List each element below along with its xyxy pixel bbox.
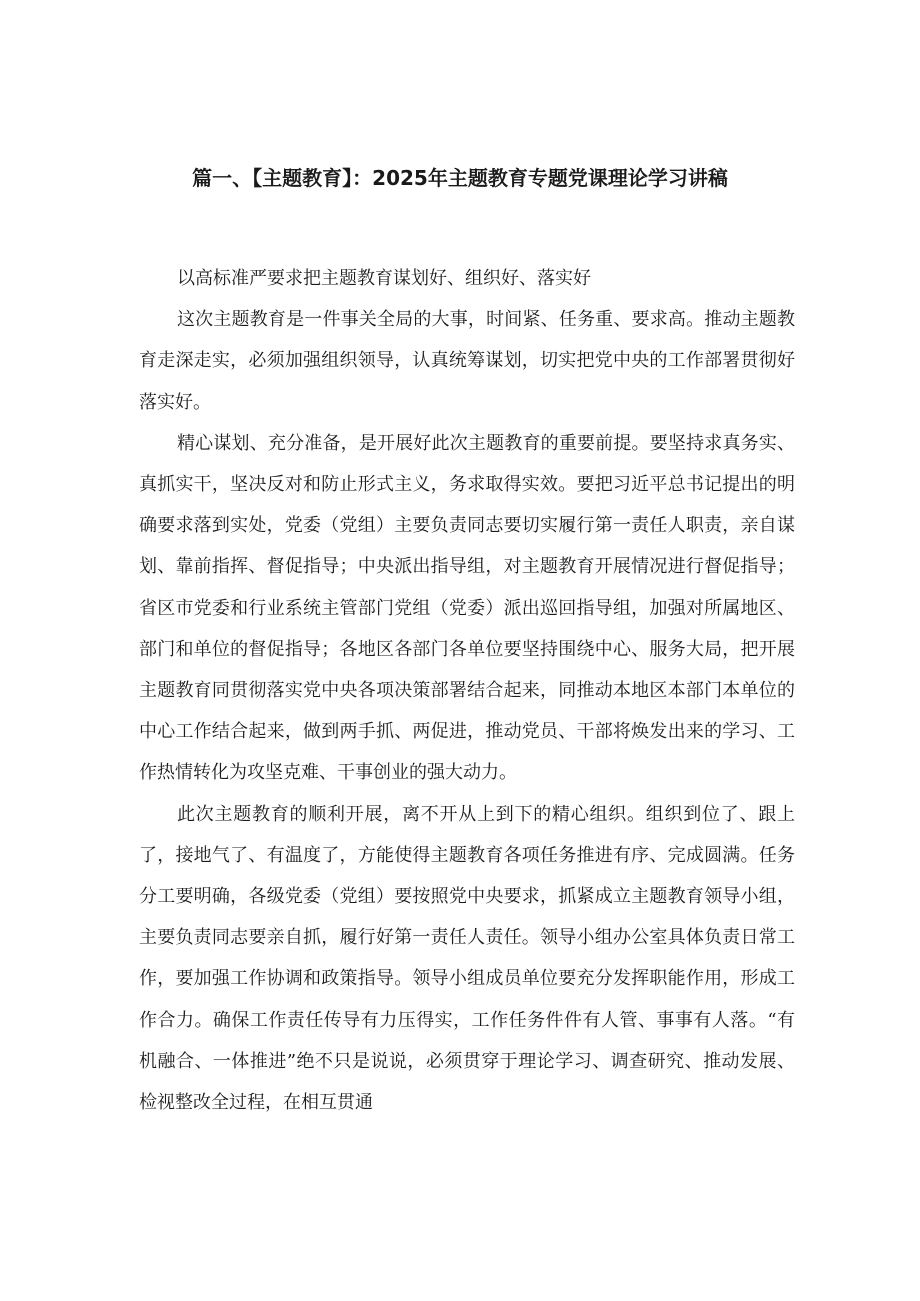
document-body bbox=[139, 258, 795, 1123]
subtitle-paragraph: 以高标准严要求把主题教育谋划好、组织好、落实好 bbox=[177, 268, 591, 289]
document-title: 篇一、【主题教育】：2025年主题教育专题党课理论学习讲稿 bbox=[192, 166, 728, 190]
body-paragraph: 这次主题教育是一件事关全局的大事，时间紧、任务重、要求高。推动主题教育走深走实，必须加强组织领导，认真统筹谋划，切实把党中央的工作部署贯彻好落实好。 bbox=[139, 309, 795, 413]
body-paragraph: 此次主题教育的顺利开展，离不开从上到下的精心组织。组织到位了、跟上了，接地气了、有温度了，方能使得主题教育各项任务推进有序、完成圆满。任务分工要明确，各级党委（党组）要按照党中央要求，抓紧成立主题教育领导小组，主要负责同志要亲自抓，履行好第一责任人责任。领导小组办公室具体负责日常工作，要加强工作协调和政策指导。领导小组成员单位要充分发挥职能作用，形成工作合力。确保工作责任传导有力压得实，工作任务件件有人管、事事有人落。“有机融合、一体推进”绝不只是说说，必须贯穿于理论学习、调查研究、推动发展、检视整改全过程，在相互贯通 bbox=[139, 803, 795, 1114]
body-paragraph: 精心谋划、充分准备，是开展好此次主题教育的重要前提。要坚持求真务实、真抓实干，坚决反对和防止形式主义，务求取得实效。要把习近平总书记提出的明确要求落到实处，党委（党组）主要负责同志要切实履行第一责任人职责，亲自谋划、靠前指挥、督促指导；中央派出指导组，对主题教育开展情况进行督促指导；省区市党委和行业系统主管部门党组（党委）派出巡回指导组，加强对所属地区、部门和单位的督促指导；各地区各部门各单位要坚持围绕中心、服务大局，把开展主题教育同贯彻落实党中央各项决策部署结合起来，同推动本地区本部门本单位的中心工作结合起来，做到两手抓、两促进，推动党员、干部将焕发出来的学习、工作热情转化为攻坚克难、干事创业的强大动力。 bbox=[139, 432, 795, 784]
